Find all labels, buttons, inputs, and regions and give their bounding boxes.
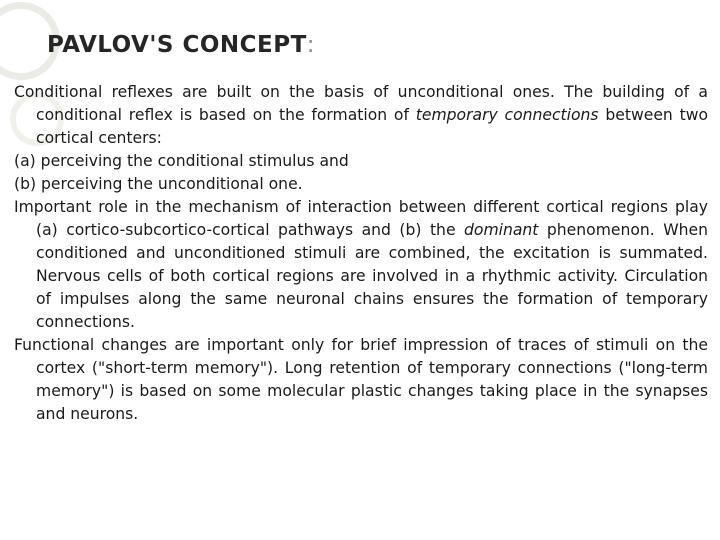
slide-title: [47, 32, 315, 58]
paragraph-item-b: (b) perceiving the unconditional one.: [14, 175, 303, 193]
slide-body: [14, 81, 708, 426]
paragraph-text: Important role in the mechanism of interaction between different cortical regions play (a) cortico-subcortico-cortical pathways and (b) the: [14, 198, 708, 239]
emphasis-temporary-connections: temporary connections: [415, 106, 599, 124]
paragraph-text: Conditional reflexes are built on the basis of unconditional ones. The building of a conditional reflex is based on the formation of: [14, 83, 708, 124]
paragraph-conditional-reflexes: [14, 81, 708, 150]
paragraph-text: phenomenon. When conditioned and unconditioned stimuli are combined, the excitation is summated. Nervous cells of both cortical regions are involved in a rhythmic activity. Circulation of impulses along the same neuronal chains ensures the formation of temporary connections.: [36, 221, 708, 331]
paragraph-interaction-mechanism: [14, 196, 708, 334]
paragraph-functional-changes: Functional changes are important only for brief impression of traces of stimuli on the cortex ("short-term memory"). Long retention of temporary connections ("long-term memory") is based on some molecular plastic changes taking place in the synapses and neurons.: [14, 336, 708, 423]
paragraph-item-a: (a) perceiving the conditional stimulus and: [14, 152, 349, 170]
title-text: PAVLOV'S CONCEPT: [47, 32, 307, 58]
title-colon: :: [306, 32, 316, 58]
emphasis-dominant: dominant: [464, 221, 539, 239]
paragraph-text: between two cortical centers:: [36, 106, 708, 147]
